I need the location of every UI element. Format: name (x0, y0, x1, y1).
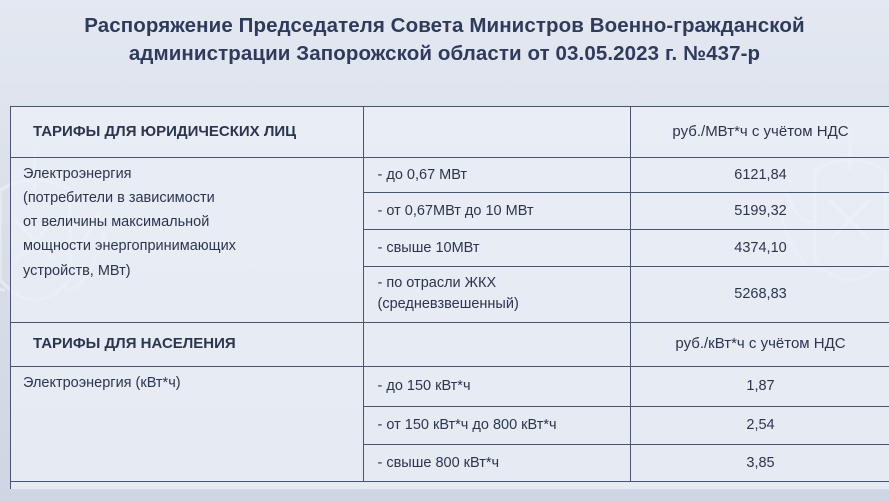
legal-header: ТАРИФЫ ДЛЯ ЮРИДИЧЕСКИХ ЛИЦ (11, 107, 363, 157)
description-line: устройств, МВт) (23, 262, 131, 279)
legal-header-row (11, 107, 889, 157)
tariff-table-container (10, 106, 889, 489)
description-line: (потребители в зависимости (23, 189, 215, 206)
tier-label (363, 266, 630, 322)
tier-label: - свыше 800 кВт*ч (363, 444, 630, 481)
legal-description (11, 157, 363, 322)
table-row (11, 157, 889, 192)
tariff-table (11, 107, 889, 482)
tier-value: 1,87 (630, 366, 889, 406)
population-header-row (11, 322, 889, 366)
tier-value: 4374,10 (630, 229, 889, 266)
empty-cell (363, 322, 630, 366)
tier-value: 3,85 (630, 444, 889, 481)
description-line: от величины максимальной (23, 214, 210, 231)
table-row (11, 366, 889, 406)
tier-label: - до 150 кВт*ч (363, 366, 630, 406)
empty-cell (363, 107, 630, 157)
population-unit: руб./кВт*ч с учётом НДС (630, 322, 889, 366)
tier-label-line: (средневзвешенный) (377, 296, 519, 312)
tier-label-line: - по отрасли ЖКХ (377, 275, 497, 291)
tier-label: - от 0,67МВт до 10 МВт (363, 192, 630, 229)
tier-label: - свыше 10МВт (363, 229, 630, 266)
tier-label: - до 0,67 МВт (363, 157, 630, 192)
description-line: мощности энергопринимающих (23, 238, 236, 255)
document-title (0, 12, 889, 68)
title-line-1: Распоряжение Председателя Совета Министров Военно-гражданской (84, 14, 805, 37)
population-header: ТАРИФЫ ДЛЯ НАСЕЛЕНИЯ (11, 322, 363, 366)
title-line-2: администрации Запорожской области от 03.05.2023 г. №437-р (128, 42, 761, 65)
tier-value: 5268,83 (630, 266, 889, 322)
tier-value: 6121,84 (630, 157, 889, 192)
tier-value: 2,54 (630, 406, 889, 444)
description-line: Электроэнергия (23, 165, 132, 182)
tier-value: 5199,32 (630, 192, 889, 229)
tier-label: - от 150 кВт*ч до 800 кВт*ч (363, 406, 630, 444)
legal-unit: руб./МВт*ч с учётом НДС (630, 107, 889, 157)
population-description: Электроэнергия (кВт*ч) (11, 366, 363, 481)
